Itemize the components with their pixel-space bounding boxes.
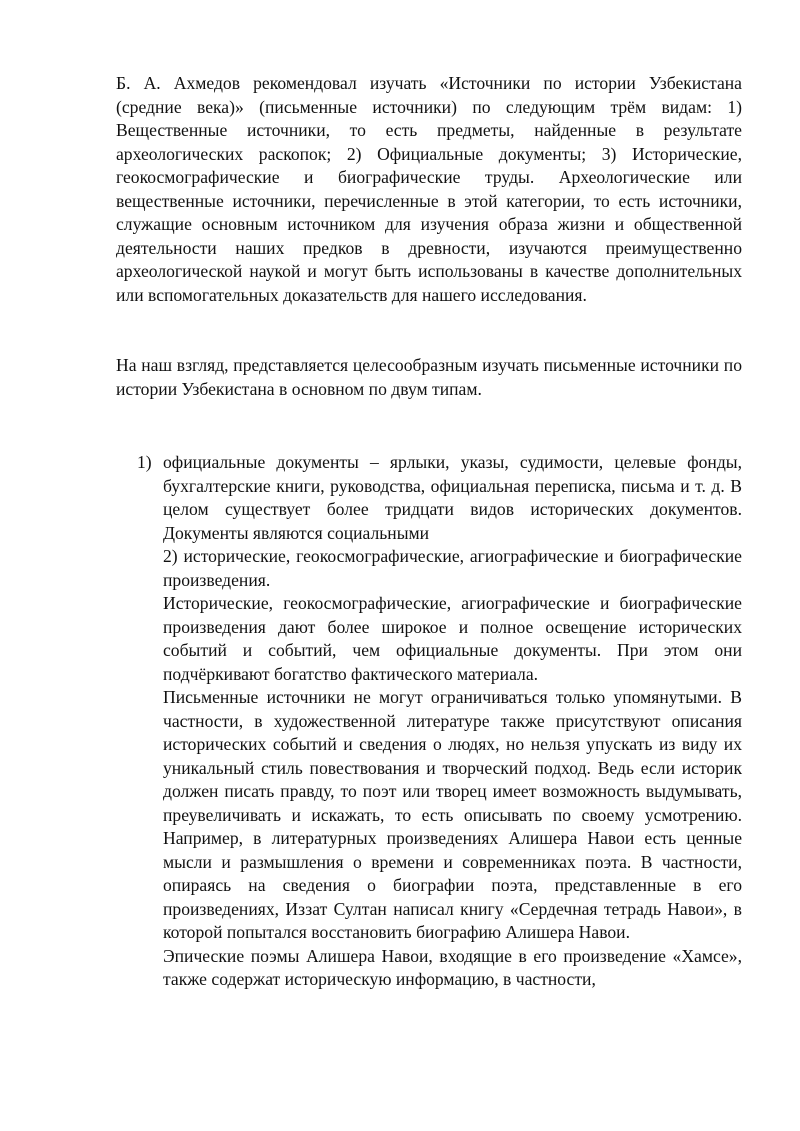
paragraph-viewpoint: На наш взгляд, представляется целесообразным изучать письменные источники по истории Узбекистана в основном по двум типам. — [116, 355, 742, 399]
list-paragraph-official-documents: официальные документы – ярлыки, указы, судимости, целевые фонды, бухгалтерские книги, руководства, официальная переписка, письма и т. д. В целом существует более тридцати видов исторических документов. Документы являются социальными — [163, 452, 742, 543]
list-item-body — [163, 451, 742, 992]
list-paragraph-coverage: Исторические, геокосмографические, агиографические и биографические произведения дают более широкое и полное освещение исторических событий и событий, чем официальные документы. При этом они подчёркивают богатство фактического материала. — [163, 593, 742, 684]
paragraph-intro: Б. А. Ахмедов рекомендовал изучать «Источники по истории Узбекистана (средние века)» (письменные источники) по следующим трём видам: 1) Вещественные источники, то есть предметы, найденные в результате археологических раскопок; 2) Официальные документы; 3) Исторические, геокосмографические и биографические труды. Археологические или вещественные источники, перечисленные в этой категории, то есть источники, служащие основным источником для изучения образа жизни и общественной деятельности наших предков в древности, изучаются преимущественно археологической наукой и могут быть использованы в качестве дополнительных или вспомогательных доказательств для нашего исследования. — [116, 73, 742, 305]
list-paragraph-khamsa: Эпические поэмы Алишера Навои, входящие в его произведение «Хамсе», также содержат историческую информацию, в частности, — [163, 945, 742, 989]
list-paragraph-historical-works: 2) исторические, геокосмографические, агиографические и биографические произведения. — [163, 546, 742, 590]
numbered-list — [116, 451, 742, 992]
document-page — [116, 72, 742, 992]
list-marker: 1) — [137, 452, 152, 472]
list-paragraph-literature: Письменные источники не могут ограничиваться только упомянутыми. В частности, в художественной литературе также присутствуют описания исторических событий и сведения о людях, но нельзя упускать из виду их уникальный стиль повествования и творческий подход. Ведь если историк должен писать правду, то поэт или творец имеет возможность выдумывать, преувеличивать и искажать, то есть описывать по своему усмотрению. Например, в литературных произведениях Алишера Навои есть ценные мысли и размышления о времени и современниках поэта. В частности, опираясь на сведения о биографии поэта, представленные в его произведениях, Иззат Султан написал книгу «Сердечная тетрадь Навои», в которой попытался восстановить биографию Алишера Навои. — [163, 687, 742, 942]
list-item — [116, 451, 742, 992]
